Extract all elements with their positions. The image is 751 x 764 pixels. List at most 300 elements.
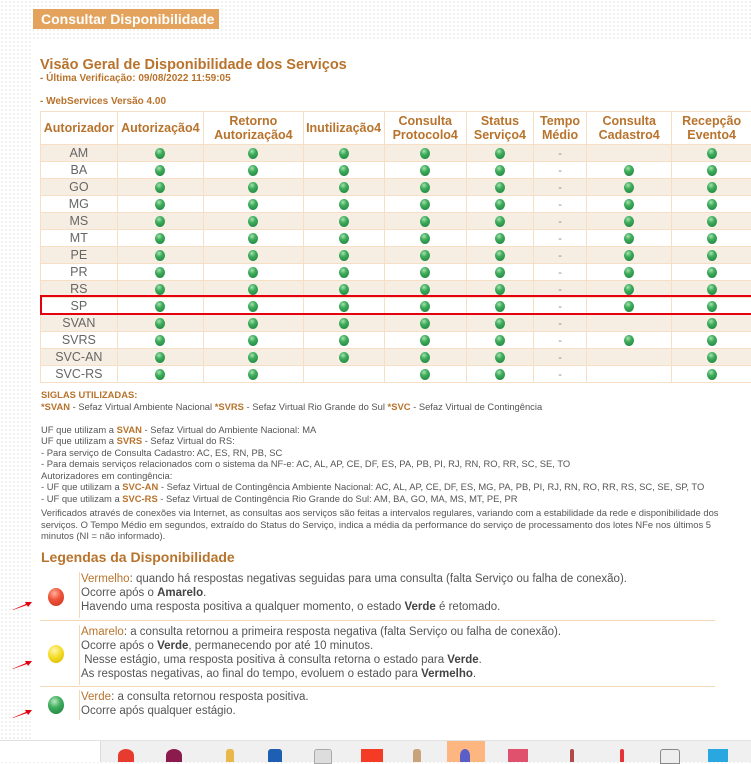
status-cell (117, 162, 203, 179)
pdf-icon[interactable] (361, 749, 383, 762)
taskbar-search-area[interactable] (0, 741, 101, 762)
legend-bold: Vermelho (421, 668, 473, 680)
status-cell (303, 315, 384, 332)
tempo-medio-cell (533, 366, 586, 383)
green-status-icon (707, 148, 717, 159)
column-header: Retorno Autorização4 (204, 112, 304, 145)
green-status-icon (707, 199, 717, 210)
tempo-medio-cell (533, 332, 586, 349)
tempo-value: - (558, 233, 562, 245)
status-cell (303, 213, 384, 230)
siglas-text: UF que utilizam a (41, 424, 117, 435)
green-status-icon (495, 369, 505, 380)
green-status-icon (339, 165, 349, 176)
siglas-line (41, 481, 704, 493)
siglas-line (41, 493, 704, 505)
status-cell (303, 230, 384, 247)
status-cell (672, 196, 751, 213)
status-cell (384, 349, 466, 366)
status-cell (384, 332, 466, 349)
autorizador-cell: GO (41, 179, 118, 196)
status-cell (672, 366, 751, 383)
autorizador-cell: PE (41, 247, 118, 264)
green-status-icon (339, 250, 349, 261)
status-cell (117, 247, 203, 264)
siglas-items (41, 401, 704, 413)
tempo-value: - (558, 165, 562, 177)
folder-icon[interactable] (226, 749, 234, 762)
green-status-icon (155, 165, 165, 176)
sigla-desc: - Sefaz Virtual de Contingência (410, 401, 542, 412)
last-check: - Última Verificação: 09/08/2022 11:59:05 (40, 73, 231, 84)
status-cell (587, 162, 672, 179)
tempo-medio-cell (533, 247, 586, 264)
status-cell (466, 196, 533, 213)
divider (40, 620, 715, 621)
siglas-line (41, 470, 704, 482)
status-cell (384, 230, 466, 247)
sigla-code: *SVAN (41, 401, 70, 412)
green-status-icon (707, 233, 717, 244)
status-cell (587, 230, 672, 247)
status-cell (384, 247, 466, 264)
siglas-line (41, 424, 704, 436)
status-cell (384, 264, 466, 281)
green-status-icon (155, 301, 165, 312)
status-cell (672, 281, 751, 298)
green-status-icon (624, 301, 634, 312)
status-cell (587, 213, 672, 230)
green-status-icon (420, 165, 430, 176)
table-row (41, 162, 751, 179)
green-status-icon (339, 267, 349, 278)
table-row (41, 349, 751, 366)
status-cell (303, 145, 384, 162)
status-cell (303, 281, 384, 298)
status-cell (672, 298, 751, 315)
green-status-icon (707, 216, 717, 227)
status-cell (672, 349, 751, 366)
page-header: Consultar Disponibilidade (33, 9, 219, 29)
status-cell (204, 179, 304, 196)
tempo-medio-cell (533, 196, 586, 213)
status-cell (204, 145, 304, 162)
autorizador-cell: SVC-AN (41, 349, 118, 366)
status-cell (117, 281, 203, 298)
status-cell (466, 281, 533, 298)
green-status-icon (420, 233, 430, 244)
siglas-line (41, 435, 704, 447)
status-cell (303, 349, 384, 366)
green-status-icon (495, 216, 505, 227)
status-cell (466, 366, 533, 383)
status-cell (117, 315, 203, 332)
green-status-icon (707, 267, 717, 278)
tempo-medio-cell (533, 162, 586, 179)
autorizador-cell: BA (41, 162, 118, 179)
green-status-icon (339, 301, 349, 312)
green-status-icon (707, 318, 717, 329)
green-status-icon (707, 284, 717, 295)
siglas-text: - Sefaz Virtual de Contingência Rio Grande do Sul: AM, BA, GO, MA, MS, MT, PE, PR (158, 493, 518, 504)
app-icon[interactable] (508, 749, 528, 762)
arrow-icon (12, 710, 32, 718)
app-icon[interactable] (620, 749, 624, 762)
table-row (41, 247, 751, 264)
green-status-icon (48, 696, 64, 714)
tempo-medio-cell (533, 179, 586, 196)
column-header: Autorizador (41, 112, 118, 145)
status-cell (303, 162, 384, 179)
status-cell (466, 213, 533, 230)
legend-text: : a consulta retornou a primeira resposta negativa (falta Serviço ou falha de conexão). (124, 626, 561, 638)
sigla-code: *SVRS (215, 401, 244, 412)
table-row (41, 366, 751, 383)
status-cell (672, 230, 751, 247)
green-status-icon (339, 182, 349, 193)
legend-bold: Verde (157, 640, 188, 652)
status-cell (204, 366, 304, 383)
status-cell (466, 332, 533, 349)
autorizador-cell: PR (41, 264, 118, 281)
status-cell (117, 196, 203, 213)
green-status-icon (420, 267, 430, 278)
status-cell (587, 298, 672, 315)
chrome-icon[interactable] (118, 749, 134, 762)
empty-cell (587, 145, 672, 162)
legend-bold: Verde (404, 601, 435, 613)
status-cell (672, 332, 751, 349)
green-status-icon (248, 301, 258, 312)
tempo-medio-cell (533, 349, 586, 366)
status-cell (384, 298, 466, 315)
green-status-icon (495, 301, 505, 312)
page-title: Visão Geral de Disponibilidade dos Serviços (40, 57, 347, 73)
legend-red (40, 572, 715, 618)
status-cell (384, 366, 466, 383)
legend-text: . (473, 668, 476, 680)
siglas-text: - Sefaz Virtual do RS: (142, 435, 235, 446)
green-status-icon (339, 199, 349, 210)
green-status-icon (495, 199, 505, 210)
autorizador-cell: MT (41, 230, 118, 247)
green-status-icon (624, 165, 634, 176)
status-cell (303, 332, 384, 349)
status-cell (117, 230, 203, 247)
tempo-value: - (558, 250, 562, 262)
status-cell (204, 213, 304, 230)
green-status-icon (495, 233, 505, 244)
green-status-icon (155, 318, 165, 329)
green-status-icon (495, 284, 505, 295)
status-cell (587, 281, 672, 298)
green-status-icon (707, 352, 717, 363)
green-status-icon (495, 182, 505, 193)
word-icon[interactable] (268, 749, 282, 762)
status-cell (587, 179, 672, 196)
status-cell (466, 162, 533, 179)
status-cell (587, 196, 672, 213)
status-cell (204, 162, 304, 179)
column-header: Status Serviço4 (466, 112, 533, 145)
table-row (41, 264, 751, 281)
green-status-icon (248, 250, 258, 261)
status-cell (466, 349, 533, 366)
app-icon[interactable] (570, 749, 574, 762)
autorizador-cell: SVRS (41, 332, 118, 349)
status-cell (204, 298, 304, 315)
table-row (41, 281, 751, 298)
green-status-icon (624, 250, 634, 261)
status-cell (204, 281, 304, 298)
table-row (41, 213, 751, 230)
status-cell (303, 196, 384, 213)
status-cell (204, 247, 304, 264)
green-status-icon (624, 182, 634, 193)
legend-text: é retomado. (436, 601, 501, 613)
status-cell (672, 145, 751, 162)
tempo-value: - (558, 352, 562, 364)
status-cell (466, 298, 533, 315)
tempo-value: - (558, 148, 562, 160)
legend-text: Ocorre após o (81, 640, 157, 652)
status-cell (117, 332, 203, 349)
tempo-medio-cell (533, 281, 586, 298)
green-status-icon (495, 318, 505, 329)
autorizador-cell: AM (41, 145, 118, 162)
green-status-icon (707, 165, 717, 176)
autorizador-cell: SVAN (41, 315, 118, 332)
green-status-icon (339, 216, 349, 227)
status-cell (466, 247, 533, 264)
status-cell (672, 247, 751, 264)
green-status-icon (248, 267, 258, 278)
green-status-icon (155, 182, 165, 193)
red-status-icon (48, 588, 64, 606)
green-status-icon (495, 148, 505, 159)
green-status-icon (248, 182, 258, 193)
green-status-icon (339, 284, 349, 295)
siglas-text: - Sefaz Virtual de Contingência Ambiente Nacional: AC, AL, AP, CE, DF, ES, MG, PA, PB, PI, RJ, RN, RO, RR, RS, SC, SE, SP, TO (158, 481, 704, 492)
legend-label: Verde (81, 691, 111, 703)
status-cell (117, 264, 203, 281)
status-cell (204, 349, 304, 366)
legend-title: Legendas da Disponibilidade (41, 549, 235, 565)
green-status-icon (248, 216, 258, 227)
green-status-icon (248, 199, 258, 210)
sigla-desc: - Sefaz Virtual Rio Grande do Sul (244, 401, 388, 412)
table-row (41, 315, 751, 332)
green-status-icon (420, 335, 430, 346)
notepad-icon[interactable] (314, 749, 332, 764)
siglas-text: - UF que utilizam a (41, 481, 122, 492)
green-status-icon (339, 233, 349, 244)
green-status-icon (624, 335, 634, 346)
siglas-line (41, 447, 704, 459)
status-cell (466, 230, 533, 247)
siglas-text: - UF que utilizam a (41, 493, 122, 504)
app-icon[interactable] (413, 749, 421, 762)
green-status-icon (420, 301, 430, 312)
green-status-icon (248, 318, 258, 329)
status-cell (303, 264, 384, 281)
sigla-desc: - Sefaz Virtual Ambiente Nacional (70, 401, 215, 412)
autorizador-cell: MS (41, 213, 118, 230)
legend-bold: Verde (447, 654, 478, 666)
green-status-icon (248, 335, 258, 346)
legend-text: Havendo uma resposta positiva a qualquer momento, o estado (81, 601, 404, 613)
tempo-value: - (558, 318, 562, 330)
green-status-icon (248, 352, 258, 363)
green-status-icon (155, 335, 165, 346)
status-cell (204, 332, 304, 349)
teams-icon[interactable] (460, 749, 470, 762)
status-cell (117, 349, 203, 366)
autorizador-cell: RS (41, 281, 118, 298)
status-cell (303, 179, 384, 196)
siglas-heading: SIGLAS UTILIZADAS: (41, 389, 704, 401)
green-status-icon (624, 233, 634, 244)
column-header: Autorização4 (117, 112, 203, 145)
green-status-icon (155, 216, 165, 227)
status-cell (204, 196, 304, 213)
status-cell (204, 264, 304, 281)
legend-bold: Amarelo (157, 587, 203, 599)
tempo-medio-cell (533, 230, 586, 247)
status-cell (204, 230, 304, 247)
tempo-value: - (558, 182, 562, 194)
green-status-icon (624, 216, 634, 227)
autorizador-cell: SVC-RS (41, 366, 118, 383)
green-status-icon (155, 199, 165, 210)
tempo-value: - (558, 335, 562, 347)
table-row (41, 179, 751, 196)
green-status-icon (495, 267, 505, 278)
legend-text: : quando há respostas negativas seguidas para uma consulta (falta Serviço ou falha de conexão). (130, 573, 627, 585)
status-cell (303, 247, 384, 264)
green-status-icon (420, 199, 430, 210)
status-cell (672, 315, 751, 332)
green-status-icon (707, 182, 717, 193)
siglas-lines (41, 424, 704, 505)
green-status-icon (339, 352, 349, 363)
arrow-icon (12, 661, 32, 669)
status-cell (384, 315, 466, 332)
table-row (41, 332, 751, 349)
siglas-text: - Para demais serviços relacionados com o sistema da NF-e: AC, AL, AP, CE, DF, ES, PA, PB, PI, RJ, RN, RO, RR, SC, SE, TO (41, 458, 570, 469)
green-status-icon (248, 165, 258, 176)
status-cell (384, 196, 466, 213)
green-status-icon (339, 148, 349, 159)
taskbar (0, 740, 751, 762)
green-status-icon (420, 284, 430, 295)
legend-text: . (479, 654, 482, 666)
sigla-code: *SVC (388, 401, 411, 412)
app-icon[interactable] (660, 749, 680, 764)
green-status-icon (707, 250, 717, 261)
divider (40, 686, 715, 687)
legend-green (40, 690, 715, 720)
status-cell (117, 213, 203, 230)
siglas-text: Autorizadores em contingência: (41, 470, 172, 481)
app-icon[interactable] (166, 749, 182, 762)
green-status-icon (155, 267, 165, 278)
green-status-icon (420, 352, 430, 363)
status-cell (672, 213, 751, 230)
status-cell (117, 366, 203, 383)
legend-label: Vermelho (81, 573, 130, 585)
status-cell (587, 332, 672, 349)
tempo-value: - (558, 284, 562, 296)
siglas-line (41, 458, 704, 470)
tempo-value: - (558, 216, 562, 228)
tempo-value: - (558, 301, 562, 313)
green-status-icon (155, 352, 165, 363)
status-cell (117, 179, 203, 196)
empty-cell (587, 349, 672, 366)
table-row (41, 230, 751, 247)
empty-cell (587, 366, 672, 383)
sigla-code: SVAN (117, 424, 142, 435)
autorizador-cell: MG (41, 196, 118, 213)
column-header: Tempo Médio (533, 112, 586, 145)
status-cell (672, 179, 751, 196)
tempo-value: - (558, 199, 562, 211)
green-status-icon (248, 284, 258, 295)
tempo-medio-cell (533, 315, 586, 332)
green-status-icon (248, 148, 258, 159)
green-status-icon (624, 199, 634, 210)
status-cell (204, 315, 304, 332)
legend-text: As respostas negativas, ao final do tempo, evoluem o estado para (81, 668, 421, 680)
legend-label: Amarelo (81, 626, 124, 638)
green-status-icon (248, 233, 258, 244)
green-status-icon (339, 318, 349, 329)
status-cell (466, 315, 533, 332)
legend-text: Ocorre após qualquer estágio. (81, 704, 309, 718)
status-cell (117, 298, 203, 315)
legend-yellow (40, 625, 715, 683)
siglas-text: - Sefaz Virtual do Ambiente Nacional: MA (142, 424, 316, 435)
app-icon[interactable] (708, 749, 728, 762)
green-status-icon (155, 369, 165, 380)
empty-cell (303, 366, 384, 383)
green-status-icon (420, 216, 430, 227)
table-header-row (41, 112, 751, 145)
legend-text: , permanecendo por até 10 minutos. (188, 640, 373, 652)
status-cell (587, 264, 672, 281)
status-cell (384, 162, 466, 179)
status-cell (303, 298, 384, 315)
column-header: Consulta Cadastro4 (587, 112, 672, 145)
arrow-icon (12, 602, 32, 610)
legend-text: : a consulta retornou resposta positiva. (111, 691, 309, 703)
green-status-icon (155, 233, 165, 244)
green-status-icon (495, 250, 505, 261)
siglas-section (41, 389, 704, 504)
tempo-medio-cell (533, 145, 586, 162)
status-cell (466, 179, 533, 196)
green-status-icon (707, 301, 717, 312)
green-status-icon (420, 182, 430, 193)
green-status-icon (707, 335, 717, 346)
sigla-code: SVC-AN (122, 481, 158, 492)
siglas-text: - Para serviço de Consulta Cadastro: AC, ES, RN, PB, SC (41, 447, 282, 458)
status-cell (384, 145, 466, 162)
tempo-value: - (558, 369, 562, 381)
green-status-icon (420, 148, 430, 159)
green-status-icon (495, 352, 505, 363)
